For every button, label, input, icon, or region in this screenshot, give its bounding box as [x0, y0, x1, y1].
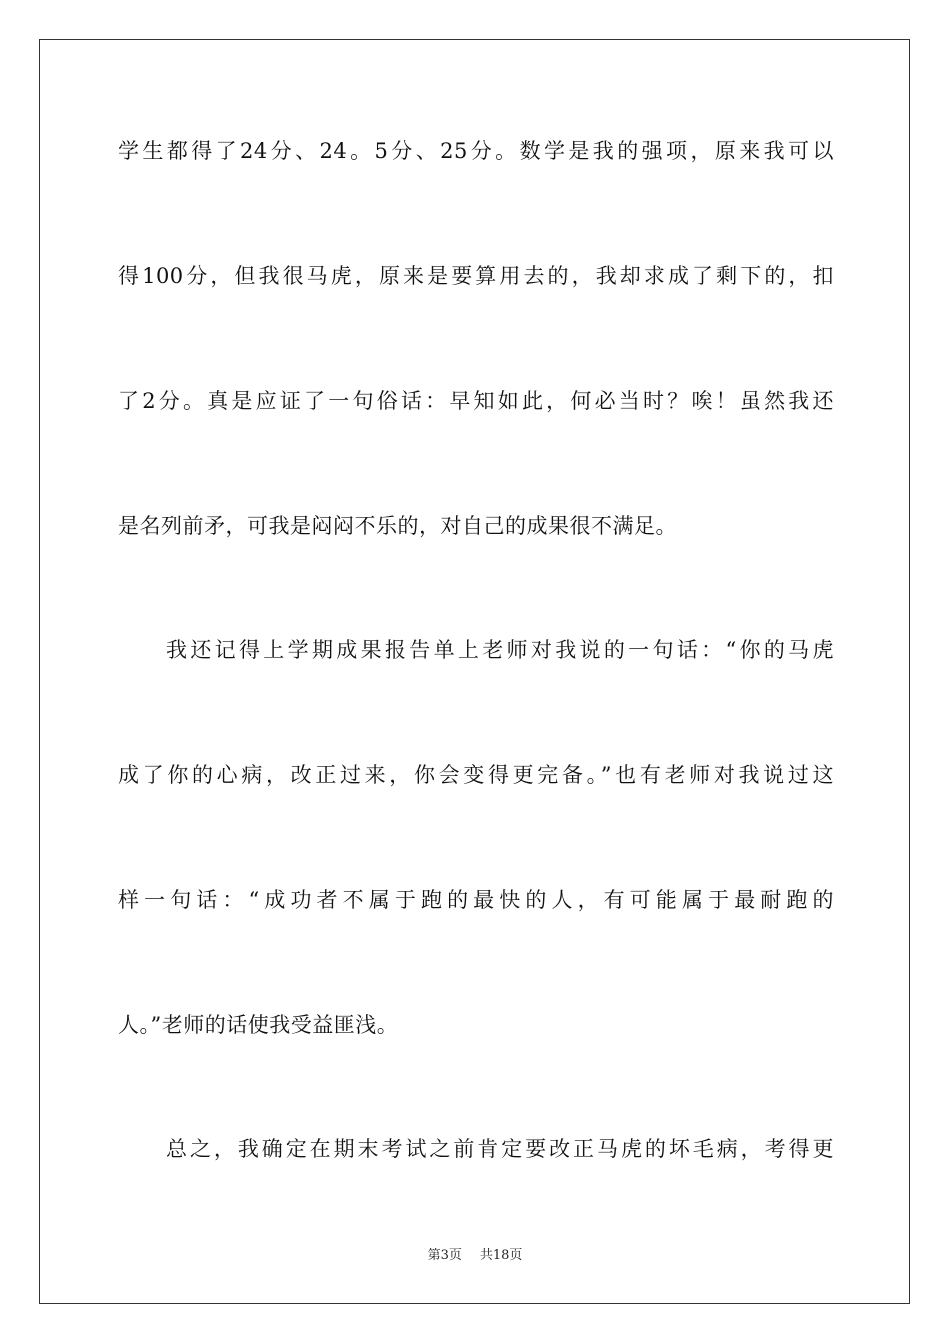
paragraph-line-8: 人。”老师的话使我受益匪浅。: [118, 1013, 399, 1037]
paragraph-line-5: 我还记得上学期成果报告单上老师对我说的一句话：“你的马虎: [166, 638, 834, 662]
page-total: 共18页: [479, 1248, 523, 1263]
paragraph-line-1: 学生都得了24分、24。5分、25分。数学是我的强项，原来我可以: [118, 139, 834, 163]
paragraph-line-6: 成了你的心病，改正过来，你会变得更完备。”也有老师对我说过这: [118, 763, 834, 787]
page-footer: [0, 1247, 950, 1265]
paragraph-line-7: 样一句话：“成功者不属于跑的最快的人，有可能属于最耐跑的: [118, 888, 834, 912]
paragraph-line-9: 总之，我确定在期末考试之前肯定要改正马虎的坏毛病，考得更: [166, 1137, 834, 1161]
paragraph-line-2: 得100分，但我很马虎，原来是要算用去的，我却求成了剩下的，扣: [118, 264, 834, 288]
page-border: [39, 39, 910, 1304]
paragraph-line-4: 是名列前矛，可我是闷闷不乐的，对自己的成果很不满足。: [118, 514, 677, 538]
paragraph-line-3: 了2分。真是应证了一句俗话：早知如此，何必当时？唉！虽然我还: [118, 389, 834, 413]
page-number: 第3页: [427, 1248, 462, 1263]
